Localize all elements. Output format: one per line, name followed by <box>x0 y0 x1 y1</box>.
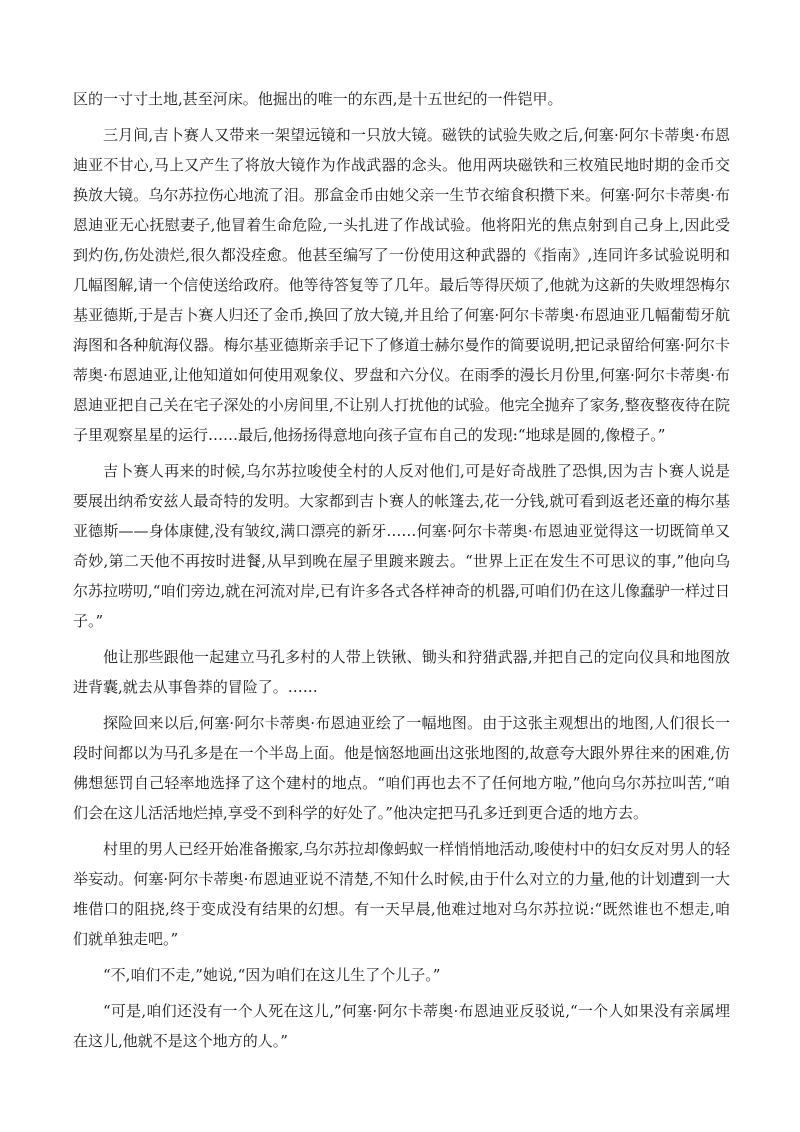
paragraph-gypsies-return: 吉卜赛人再来的时候,乌尔苏拉唆使全村的人反对他们,可是好奇战胜了恐惧,因为吉卜赛人说是要展出纳希安兹人最奇特的发明。大家都到吉卜赛人的帐篷去,花一分钱,就可看到返老还童的梅尔基亚德斯——身体康健,没有皱纹,满口漂亮的新牙……何塞·阿尔卡蒂奥·布恩迪亚觉得这一切既简单又奇妙,第二天他不再按时进餐,从早到晚在屋子里踱来踱去。“世界上正在发生不可思议的事,”他向乌尔苏拉唠叨,“咱们旁边,就在河流对岸,已有许多各式各样神奇的机器,可咱们仍在这儿像蠢驴一样过日子。” <box>73 462 730 630</box>
paragraph-dialogue-son: “不,咱们不走,”她说,“因为咱们在这儿生了个儿子。” <box>103 966 441 984</box>
paragraph-moving: 村里的男人已经开始准备搬家,乌尔苏拉却像蚂蚁一样悄悄地活动,唆使村中的妇女反对男人的轻举妄动。何塞·阿尔卡蒂奥·布恩迪亚说不清楚,不知什么时候,由于什么对立的力量,他的计划遭到一大堆借口的阻挠,终于变成没有结果的幻想。有一天早晨,他难过地对乌尔苏拉说:“既然谁也不想走,咱们就单独走吧。” <box>73 840 730 948</box>
paragraph-expedition: 他让那些跟他一起建立马孔多村的人带上铁锹、锄头和狩猎武器,并把自己的定向仪具和地图放进背囊,就去从事鲁莽的冒险了。…… <box>73 648 730 696</box>
paragraph-continuation: 区的一寸寸土地,甚至河床。他掘出的唯一的东西,是十五世纪的一件铠甲。 <box>73 90 563 108</box>
body-text <box>73 84 730 1056</box>
paragraph-dialogue-reply: “可是,咱们还没有一个人死在这儿,”何塞·阿尔卡蒂奥·布恩迪亚反驳说,“一个人如果没有亲属埋在这儿,他就不是这个地方的人。” <box>73 1002 730 1050</box>
paragraph-map: 探险回来以后,何塞·阿尔卡蒂奥·布恩迪亚绘了一幅地图。由于这张主观想出的地图,人们很长一段时间都以为马孔多是在一个半岛上面。他是恼怒地画出这张地图的,故意夸大跟外界往来的困难,仿佛想惩罚自己轻率地选择了这个建村的地点。“咱们再也去不了任何地方啦,”他向乌尔苏拉叫苦,“咱们会在这儿活活地烂掉,享受不到科学的好处了。”他决定把马孔多迁到更合适的地方去。 <box>73 714 730 822</box>
paragraph-telescope-magnifier: 三月间,吉卜赛人又带来一架望远镜和一只放大镜。磁铁的试验失败之后,何塞·阿尔卡蒂奥·布恩迪亚不甘心,马上又产生了将放大镜作为作战武器的念头。他用两块磁铁和三枚殖民地时期的金币交换放大镜。乌尔苏拉伤心地流了泪。那盒金币由她父亲一生节衣缩食积攒下来。何塞·阿尔卡蒂奥·布恩迪亚无心抚慰妻子,他冒着生命危险,一头扎进了作战试验。他将阳光的焦点射到自己身上,因此受到灼伤,伤处溃烂,很久都没痊愈。他甚至编写了一份使用这种武器的《指南》,连同许多试验说明和几幅图解,请一个信使送给政府。他等待答复等了几年。最后等得厌烦了,他就为这新的失败埋怨梅尔基亚德斯,于是吉卜赛人归还了金币,换回了放大镜,并且给了何塞·阿尔卡蒂奥·布恩迪亚几幅葡萄牙航海图和各种航海仪器。梅尔基亚德斯亲手记下了修道士赫尔曼作的简要说明,把记录留给何塞·阿尔卡蒂奥·布恩迪亚,让他知道如何使用观象仪、罗盘和六分仪。在雨季的漫长月份里,何塞·阿尔卡蒂奥·布恩迪亚把自己关在宅子深处的小房间里,不让别人打扰他的试验。他完全抛弃了家务,整夜整夜待在院子里观察星星的运行……最后,他扬扬得意地向孩子宣布自己的发现:“地球是圆的,像橙子。” <box>73 126 730 444</box>
